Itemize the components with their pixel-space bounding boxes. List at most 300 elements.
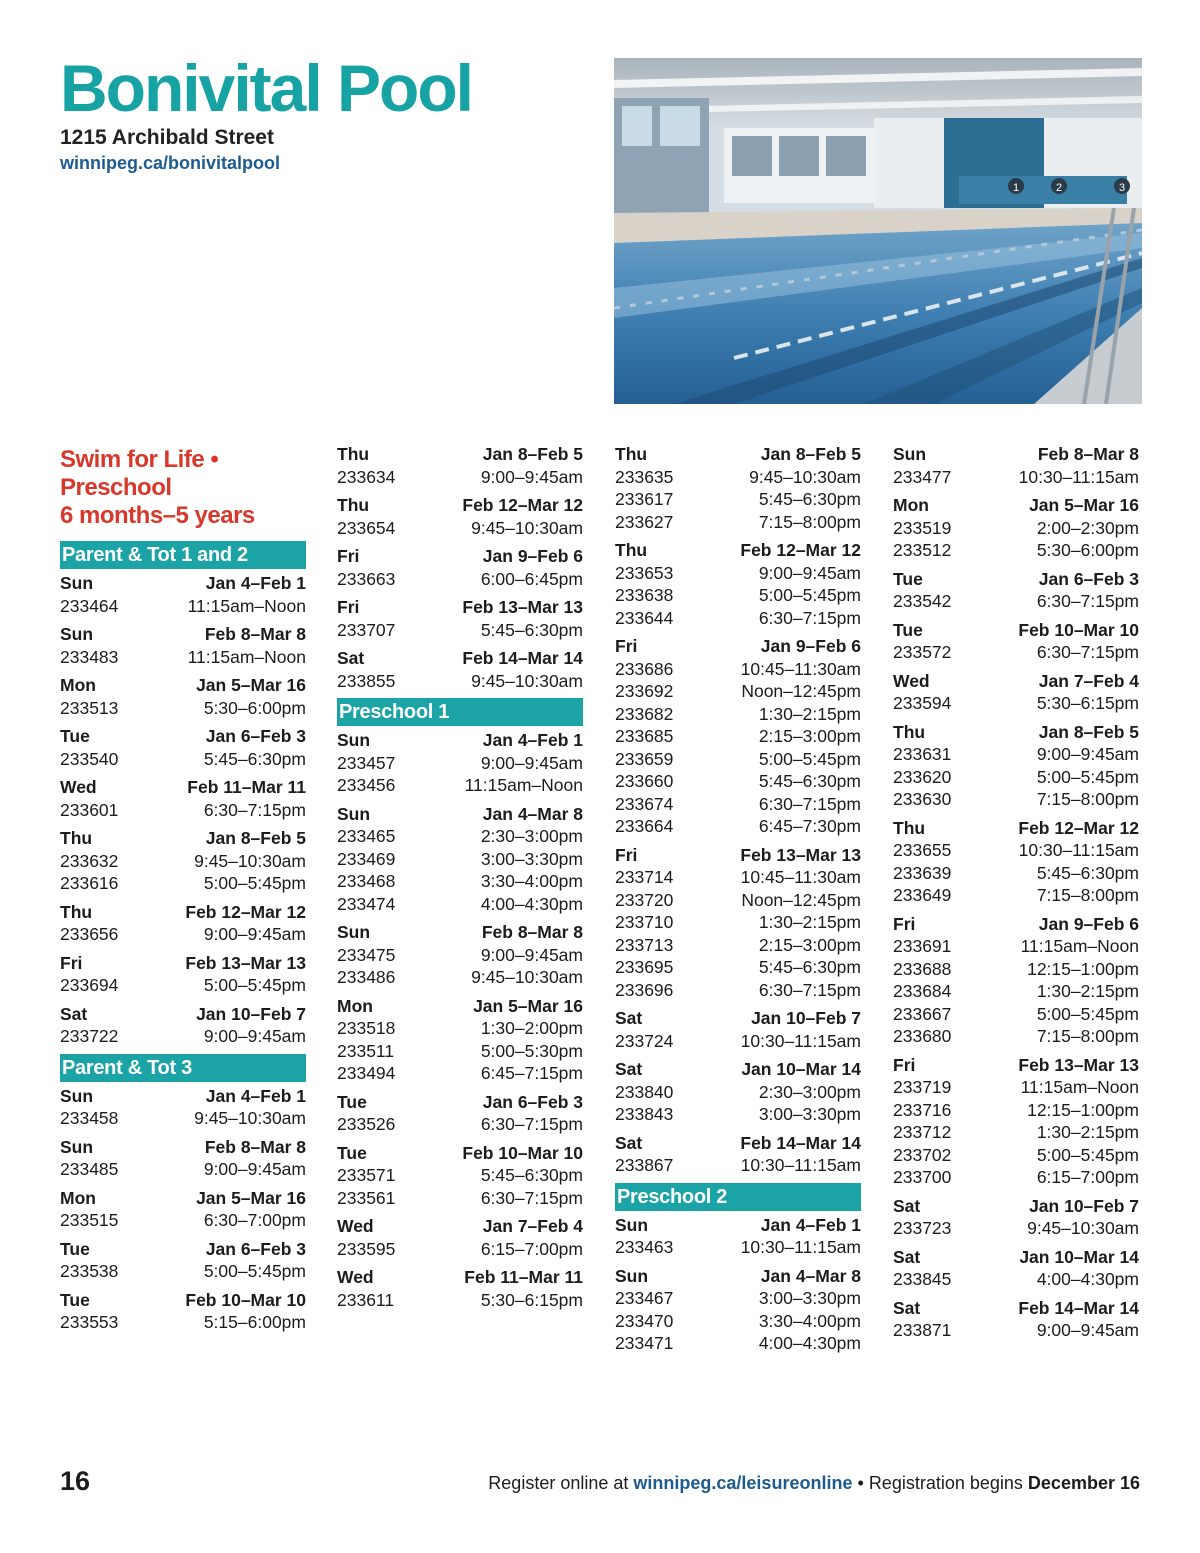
session-day: Sun bbox=[60, 573, 94, 593]
session-day: Tue bbox=[893, 568, 923, 589]
course-row bbox=[615, 889, 861, 912]
course-barcode: 233630 bbox=[893, 789, 952, 809]
session-group bbox=[60, 725, 306, 770]
course-barcode: 233712 bbox=[893, 1122, 952, 1142]
course-time: 2:15–3:00pm bbox=[758, 726, 861, 746]
course-barcode: 233714 bbox=[615, 867, 674, 887]
course-barcode: 233664 bbox=[615, 816, 674, 836]
course-row bbox=[337, 517, 583, 540]
course-barcode: 233696 bbox=[615, 979, 674, 1000]
course-row bbox=[337, 1113, 583, 1136]
session-group bbox=[893, 1297, 1139, 1342]
course-row bbox=[893, 958, 1139, 981]
session-day: Sat bbox=[615, 1008, 643, 1028]
session-header bbox=[615, 1132, 861, 1155]
session-header bbox=[60, 901, 306, 924]
course-row bbox=[615, 584, 861, 607]
course-time: 9:00–9:45am bbox=[203, 1026, 306, 1046]
session-group bbox=[615, 1265, 861, 1355]
course-row bbox=[893, 590, 1139, 613]
course-row bbox=[615, 866, 861, 889]
session-header bbox=[60, 674, 306, 697]
session-dates: Jan 6–Feb 3 bbox=[1038, 568, 1139, 589]
course-barcode: 233471 bbox=[615, 1333, 674, 1353]
course-time: 5:30–6:00pm bbox=[1036, 540, 1139, 560]
session-day: Sun bbox=[615, 1214, 649, 1235]
session-dates: Jan 10–Feb 7 bbox=[196, 1003, 306, 1024]
session-dates: Feb 12–Mar 12 bbox=[740, 540, 861, 560]
session-dates: Jan 6–Feb 3 bbox=[205, 1238, 306, 1259]
course-time: 11:15am–Noon bbox=[187, 646, 306, 667]
course-barcode: 233616 bbox=[60, 873, 119, 893]
session-header bbox=[893, 817, 1139, 840]
course-barcode: 233474 bbox=[337, 893, 396, 914]
course-row bbox=[615, 680, 861, 703]
course-time: 5:00–5:45pm bbox=[1036, 1003, 1139, 1024]
course-barcode: 233656 bbox=[60, 924, 119, 944]
course-barcode: 233457 bbox=[337, 752, 396, 773]
course-row bbox=[893, 935, 1139, 958]
course-barcode: 233470 bbox=[615, 1310, 674, 1331]
page-title: Bonivital Pool bbox=[60, 51, 473, 125]
course-row bbox=[893, 743, 1139, 766]
course-barcode: 233526 bbox=[337, 1114, 396, 1134]
course-row bbox=[615, 793, 861, 816]
schedule-column-2 bbox=[337, 443, 583, 1317]
session-group bbox=[60, 901, 306, 946]
course-barcode: 233485 bbox=[60, 1159, 119, 1179]
course-barcode: 233667 bbox=[893, 1003, 952, 1024]
course-barcode: 233475 bbox=[337, 944, 396, 965]
course-barcode: 233680 bbox=[893, 1026, 952, 1046]
course-time: 6:30–7:15pm bbox=[758, 793, 861, 814]
course-row bbox=[60, 799, 306, 822]
course-time: 9:45–10:30am bbox=[1027, 1218, 1139, 1238]
course-row bbox=[60, 1107, 306, 1130]
course-row bbox=[893, 839, 1139, 862]
course-row bbox=[337, 774, 583, 797]
course-barcode: 233722 bbox=[60, 1026, 119, 1046]
course-time: 5:15–6:00pm bbox=[203, 1312, 306, 1332]
course-time: 9:45–10:30am bbox=[471, 967, 583, 987]
course-row bbox=[893, 1268, 1139, 1291]
course-time: 7:15–8:00pm bbox=[1036, 885, 1139, 905]
course-row bbox=[615, 1103, 861, 1126]
course-row bbox=[337, 1187, 583, 1210]
course-row bbox=[615, 1030, 861, 1053]
session-group bbox=[893, 817, 1139, 907]
session-day: Sat bbox=[893, 1195, 921, 1216]
course-time: 4:00–4:30pm bbox=[758, 1333, 861, 1353]
course-row bbox=[893, 980, 1139, 1003]
session-day: Mon bbox=[60, 1187, 96, 1208]
course-time: 6:15–7:00pm bbox=[1036, 1167, 1139, 1187]
session-group bbox=[60, 674, 306, 719]
session-day: Sun bbox=[60, 624, 94, 644]
session-day: Thu bbox=[60, 901, 93, 922]
session-header bbox=[893, 494, 1139, 517]
session-dates: Feb 13–Mar 13 bbox=[185, 952, 306, 973]
session-group bbox=[60, 1187, 306, 1232]
subsection-header: Parent & Tot 1 and 2 bbox=[60, 541, 306, 569]
session-header bbox=[337, 921, 583, 944]
course-time: 5:45–6:30pm bbox=[203, 748, 306, 769]
course-row bbox=[615, 911, 861, 934]
session-group bbox=[337, 1142, 583, 1210]
session-dates: Jan 4–Feb 1 bbox=[205, 573, 306, 593]
course-barcode: 233635 bbox=[615, 466, 674, 487]
course-barcode: 233654 bbox=[337, 517, 396, 538]
session-day: Thu bbox=[337, 495, 370, 515]
course-barcode: 233469 bbox=[337, 848, 396, 869]
course-row bbox=[337, 893, 583, 916]
course-time: 5:45–6:30pm bbox=[758, 489, 861, 509]
course-row bbox=[615, 815, 861, 838]
session-dates: Jan 6–Feb 3 bbox=[205, 726, 306, 746]
course-row bbox=[60, 595, 306, 618]
course-time: 1:30–2:00pm bbox=[480, 1018, 583, 1038]
course-time: 6:30–7:15pm bbox=[480, 1187, 583, 1208]
course-row bbox=[337, 1289, 583, 1312]
course-barcode: 233632 bbox=[60, 850, 119, 871]
course-row bbox=[615, 934, 861, 957]
course-row bbox=[60, 1260, 306, 1283]
pool-photo bbox=[614, 58, 1142, 404]
session-day: Thu bbox=[615, 444, 648, 464]
session-dates: Feb 10–Mar 10 bbox=[1018, 619, 1139, 640]
course-barcode: 233653 bbox=[615, 562, 674, 583]
session-day: Tue bbox=[60, 1289, 90, 1310]
course-time: 11:15am–Noon bbox=[1020, 1077, 1139, 1097]
course-time: 3:30–4:00pm bbox=[480, 871, 583, 891]
session-group bbox=[337, 729, 583, 797]
session-header bbox=[60, 1003, 306, 1026]
course-barcode: 233843 bbox=[615, 1104, 674, 1124]
course-barcode: 233710 bbox=[615, 912, 674, 932]
course-row bbox=[615, 1236, 861, 1259]
session-dates: Feb 13–Mar 13 bbox=[1018, 1054, 1139, 1075]
course-barcode: 233639 bbox=[893, 862, 952, 883]
course-time: 5:45–6:30pm bbox=[758, 771, 861, 791]
course-time: 9:45–10:30am bbox=[194, 850, 306, 871]
course-row bbox=[615, 511, 861, 534]
course-row bbox=[893, 788, 1139, 811]
session-group bbox=[893, 494, 1139, 562]
session-day: Wed bbox=[337, 1267, 374, 1287]
course-barcode: 233692 bbox=[615, 681, 674, 701]
course-row bbox=[893, 692, 1139, 715]
course-barcode: 233871 bbox=[893, 1320, 952, 1340]
session-header bbox=[337, 1142, 583, 1165]
course-time: 3:30–4:00pm bbox=[758, 1310, 861, 1331]
session-header bbox=[60, 725, 306, 748]
session-header bbox=[337, 1215, 583, 1238]
course-row bbox=[893, 1121, 1139, 1144]
course-barcode: 233694 bbox=[60, 975, 119, 995]
course-row bbox=[337, 966, 583, 989]
schedule-column-1 bbox=[60, 443, 306, 1340]
session-day: Tue bbox=[337, 1091, 367, 1112]
course-row bbox=[615, 1332, 861, 1355]
course-barcode: 233723 bbox=[893, 1218, 952, 1238]
course-row bbox=[60, 1025, 306, 1048]
course-barcode: 233538 bbox=[60, 1261, 119, 1281]
session-group bbox=[337, 494, 583, 539]
course-row bbox=[893, 539, 1139, 562]
leisureonline-link[interactable]: winnipeg.ca/leisureonline bbox=[633, 1473, 853, 1493]
course-barcode: 233611 bbox=[337, 1289, 395, 1310]
course-barcode: 233542 bbox=[893, 591, 952, 611]
course-time: 6:30–7:15pm bbox=[203, 799, 306, 820]
course-barcode: 233724 bbox=[615, 1030, 674, 1051]
course-time: 2:00–2:30pm bbox=[1036, 517, 1139, 538]
course-time: 2:30–3:00pm bbox=[758, 1081, 861, 1102]
session-dates: Jan 9–Feb 6 bbox=[482, 546, 583, 566]
footer-registration-note bbox=[488, 1473, 1140, 1494]
session-day: Fri bbox=[337, 546, 360, 566]
course-row bbox=[893, 517, 1139, 540]
session-day: Thu bbox=[337, 444, 370, 464]
course-row bbox=[893, 1217, 1139, 1240]
session-group bbox=[337, 647, 583, 692]
course-barcode: 233511 bbox=[337, 1040, 395, 1061]
session-header bbox=[615, 635, 861, 658]
session-group bbox=[337, 1266, 583, 1311]
course-barcode: 233467 bbox=[615, 1288, 674, 1308]
session-day: Tue bbox=[60, 1238, 90, 1259]
course-row bbox=[893, 1099, 1139, 1122]
session-day: Sun bbox=[337, 730, 371, 750]
session-header bbox=[615, 844, 861, 867]
session-header bbox=[337, 1091, 583, 1114]
session-header bbox=[893, 568, 1139, 591]
footer-register-prefix: Register online at bbox=[488, 1473, 629, 1493]
course-row bbox=[337, 752, 583, 775]
course-time: 1:30–2:15pm bbox=[758, 703, 861, 724]
session-dates: Feb 13–Mar 13 bbox=[462, 597, 583, 617]
page-number: 16 bbox=[60, 1466, 91, 1496]
session-day: Wed bbox=[60, 777, 97, 797]
course-barcode: 233840 bbox=[615, 1081, 674, 1102]
course-time: 1:30–2:15pm bbox=[758, 912, 861, 932]
lane-marker-3-label: 3 bbox=[1118, 182, 1126, 194]
lane-marker-2-label: 2 bbox=[1055, 182, 1063, 194]
course-time: 9:00–9:45am bbox=[480, 466, 583, 487]
session-header bbox=[615, 1007, 861, 1030]
course-time: 2:15–3:00pm bbox=[758, 934, 861, 955]
course-row bbox=[893, 466, 1139, 489]
course-time: 6:45–7:30pm bbox=[758, 816, 861, 836]
session-group bbox=[615, 1214, 861, 1259]
course-barcode: 233553 bbox=[60, 1312, 119, 1332]
session-group bbox=[337, 1215, 583, 1260]
course-row bbox=[337, 670, 583, 693]
course-barcode: 233685 bbox=[615, 726, 674, 746]
session-header bbox=[893, 1195, 1139, 1218]
course-time: 5:00–5:45pm bbox=[1036, 766, 1139, 787]
session-dates: Feb 12–Mar 12 bbox=[1018, 817, 1139, 838]
session-dates: Jan 5–Mar 16 bbox=[196, 1187, 306, 1208]
session-dates: Jan 4–Feb 1 bbox=[760, 1214, 861, 1235]
session-group bbox=[893, 1195, 1139, 1240]
session-dates: Jan 7–Feb 4 bbox=[482, 1216, 583, 1236]
course-barcode: 233540 bbox=[60, 748, 119, 769]
course-barcode: 233707 bbox=[337, 619, 396, 640]
course-barcode: 233655 bbox=[893, 840, 952, 860]
course-row bbox=[615, 466, 861, 489]
course-time: 12:15–1:00pm bbox=[1027, 958, 1139, 979]
course-time: 10:30–11:15am bbox=[740, 1237, 861, 1257]
course-barcode: 233688 bbox=[893, 958, 952, 979]
course-time: 9:00–9:45am bbox=[203, 1159, 306, 1179]
course-time: 5:00–5:45pm bbox=[758, 748, 861, 769]
session-header bbox=[60, 572, 306, 595]
session-day: Sat bbox=[615, 1132, 643, 1153]
session-day: Fri bbox=[615, 636, 638, 656]
session-header bbox=[337, 1266, 583, 1289]
session-dates: Feb 8–Mar 8 bbox=[1037, 444, 1139, 464]
session-dates: Jan 10–Feb 7 bbox=[1029, 1195, 1139, 1216]
session-header bbox=[60, 1136, 306, 1159]
course-time: 10:45–11:30am bbox=[740, 867, 861, 887]
session-day: Wed bbox=[337, 1216, 374, 1236]
course-time: 10:45–11:30am bbox=[740, 658, 861, 679]
session-header bbox=[893, 670, 1139, 693]
session-dates: Jan 4–Mar 8 bbox=[760, 1265, 861, 1286]
session-header bbox=[615, 1058, 861, 1081]
course-row bbox=[893, 1144, 1139, 1167]
course-barcode: 233494 bbox=[337, 1063, 396, 1083]
session-group bbox=[893, 1054, 1139, 1189]
course-row bbox=[615, 1310, 861, 1333]
session-header bbox=[893, 619, 1139, 642]
course-row bbox=[60, 872, 306, 895]
session-dates: Jan 5–Mar 16 bbox=[473, 995, 583, 1016]
course-time: 6:30–7:15pm bbox=[1036, 642, 1139, 662]
course-barcode: 233515 bbox=[60, 1210, 119, 1230]
course-row bbox=[337, 1040, 583, 1063]
course-row bbox=[893, 862, 1139, 885]
course-time: 6:30–7:15pm bbox=[758, 979, 861, 1000]
session-day: Thu bbox=[893, 817, 926, 838]
session-dates: Feb 10–Mar 10 bbox=[462, 1142, 583, 1163]
course-time: 11:15am–Noon bbox=[464, 775, 583, 795]
session-day: Mon bbox=[337, 995, 373, 1016]
session-day: Sat bbox=[337, 648, 365, 668]
course-barcode: 233855 bbox=[337, 670, 396, 691]
session-header bbox=[60, 1289, 306, 1312]
course-barcode: 233483 bbox=[60, 646, 119, 667]
course-row bbox=[893, 1166, 1139, 1189]
course-time: 4:00–4:30pm bbox=[1036, 1269, 1139, 1289]
course-time: 9:00–9:45am bbox=[758, 562, 861, 583]
course-barcode: 233663 bbox=[337, 568, 396, 589]
session-group bbox=[893, 568, 1139, 613]
course-row bbox=[615, 748, 861, 771]
session-group bbox=[60, 952, 306, 997]
session-header bbox=[337, 729, 583, 752]
course-barcode: 233620 bbox=[893, 766, 952, 787]
session-day: Sat bbox=[60, 1003, 88, 1024]
course-time: 5:00–5:30pm bbox=[480, 1040, 583, 1061]
session-header bbox=[60, 1085, 306, 1108]
session-day: Sun bbox=[893, 444, 927, 464]
course-barcode: 233720 bbox=[615, 889, 674, 910]
session-header bbox=[893, 913, 1139, 936]
footer-separator: • bbox=[857, 1473, 864, 1493]
course-barcode: 233512 bbox=[893, 540, 952, 560]
session-header bbox=[60, 776, 306, 799]
program-title-line-1: Swim for Life • Preschool bbox=[60, 446, 219, 501]
session-header bbox=[893, 1054, 1139, 1077]
course-barcode: 233518 bbox=[337, 1018, 396, 1038]
course-row bbox=[893, 641, 1139, 664]
course-barcode: 233595 bbox=[337, 1238, 396, 1259]
course-barcode: 233686 bbox=[615, 658, 674, 679]
course-time: 7:15–8:00pm bbox=[1036, 1026, 1139, 1046]
course-barcode: 233464 bbox=[60, 595, 119, 616]
course-barcode: 233649 bbox=[893, 885, 952, 905]
course-time: 6:30–7:00pm bbox=[203, 1210, 306, 1230]
session-dates: Jan 8–Feb 5 bbox=[482, 444, 583, 464]
course-barcode: 233594 bbox=[893, 693, 952, 713]
session-dates: Feb 11–Mar 11 bbox=[464, 1267, 583, 1287]
session-header bbox=[337, 494, 583, 517]
course-time: 6:30–7:15pm bbox=[1036, 591, 1139, 611]
session-dates: Feb 12–Mar 12 bbox=[185, 901, 306, 922]
course-time: 10:30–11:15am bbox=[740, 1030, 861, 1051]
course-row bbox=[615, 562, 861, 585]
session-day: Fri bbox=[60, 952, 83, 973]
session-dates: Jan 5–Mar 16 bbox=[1029, 495, 1139, 515]
course-row bbox=[893, 884, 1139, 907]
course-time: 5:45–6:30pm bbox=[758, 957, 861, 977]
session-dates: Jan 8–Feb 5 bbox=[205, 828, 306, 848]
session-group bbox=[337, 803, 583, 916]
session-dates: Jan 8–Feb 5 bbox=[760, 444, 861, 464]
course-row bbox=[337, 619, 583, 642]
pool-url-link[interactable]: winnipeg.ca/bonivitalpool bbox=[60, 153, 281, 173]
course-time: 5:30–6:15pm bbox=[1036, 693, 1139, 713]
session-header bbox=[893, 443, 1139, 466]
course-time: 10:30–11:15am bbox=[740, 1155, 861, 1175]
session-dates: Jan 7–Feb 4 bbox=[1038, 670, 1139, 691]
course-row bbox=[615, 1287, 861, 1310]
session-dates: Jan 8–Feb 5 bbox=[1038, 721, 1139, 742]
session-day: Thu bbox=[60, 828, 93, 848]
subsection-header: Parent & Tot 3 bbox=[60, 1054, 306, 1082]
session-group bbox=[337, 921, 583, 989]
session-header bbox=[60, 1187, 306, 1210]
session-dates: Feb 11–Mar 11 bbox=[187, 777, 306, 797]
course-barcode: 233468 bbox=[337, 871, 396, 891]
course-barcode: 233513 bbox=[60, 697, 119, 718]
session-group bbox=[60, 1289, 306, 1334]
course-time: 5:00–5:45pm bbox=[1036, 1144, 1139, 1165]
course-row bbox=[893, 1003, 1139, 1026]
session-dates: Jan 6–Feb 3 bbox=[482, 1091, 583, 1112]
subsection-header: Preschool 2 bbox=[615, 1183, 861, 1211]
schedule-column-3 bbox=[615, 443, 861, 1361]
session-day: Fri bbox=[893, 913, 916, 934]
course-row bbox=[60, 748, 306, 771]
session-group bbox=[337, 545, 583, 590]
course-row bbox=[337, 870, 583, 893]
session-group bbox=[893, 670, 1139, 715]
session-group bbox=[337, 1091, 583, 1136]
course-barcode: 233634 bbox=[337, 466, 396, 487]
course-row bbox=[615, 1154, 861, 1177]
